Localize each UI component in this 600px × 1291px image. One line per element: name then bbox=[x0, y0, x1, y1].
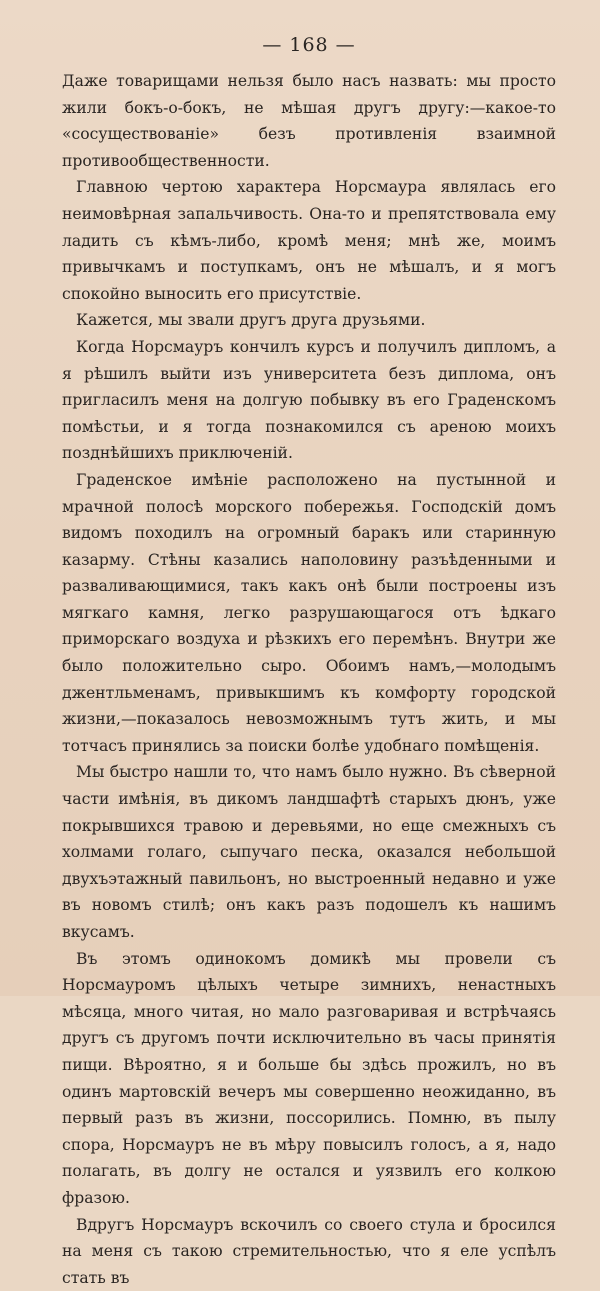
paragraph-2: Главною чертою характера Норсмаура являлась его неимовѣрная запальчивость. Она-то и препятствовала ему ладить съ кѣмъ-либо, кромѣ меня; мнѣ же, моимъ привычкамъ и поступкамъ, онъ не мѣшалъ, и я могъ спокойно выносить его присутствіе. bbox=[62, 178, 556, 303]
paragraph-6: Мы быстро нашли то, что намъ было нужно. Въ сѣверной части имѣнія, въ дикомъ ландшафтѣ старыхъ дюнъ, уже покрывшихся травою и деревьями, но еще смежныхъ съ холмами голаго, сыпучаго песка, оказался небольшой двухъэтажный павильонъ, но выстроенный недавно и уже въ новомъ стилѣ; онъ какъ разъ подошелъ къ нашимъ вкусамъ. bbox=[62, 763, 556, 941]
paragraph-4: Когда Норсмауръ кончилъ курсъ и получилъ дипломъ, а я рѣшилъ выйти изъ университета безъ диплома, онъ пригласилъ меня на долгую побывку въ его Граденскомъ помѣстьи, и я тогда познакомился съ ареною моихъ позднѣйшихъ приключеній. bbox=[62, 337, 556, 463]
paragraph-5: Граденское имѣніе расположено на пустынной и мрачной полосѣ морского побережья. Господскій домъ видомъ походилъ на огромный баракъ или старинную казарму. Стѣны казались наполовину разъѣденными и разваливающимися, такъ какъ онѣ были построены изъ мягкаго камня, легко разрушающагося отъ ѣдкаго приморскаго воздуха и рѣзкихъ его перемѣнъ. Внутри же было положительно сыро. Обоимъ намъ,—молодымъ джентльменамъ, привыкшимъ къ комфорту городской жизни,—показалось невозможнымъ тутъ жить, и мы тотчасъ принялись за поиски болѣе удобнаго помѣщенія. bbox=[62, 470, 556, 755]
paragraph-3: Кажется, мы звали другъ друга друзьями. bbox=[76, 311, 426, 330]
page-text bbox=[62, 68, 556, 1291]
paragraph-1: Даже товарищами нельзя было насъ назвать: мы просто жили бокъ-о-бокъ, не мѣшая другъ другу:—какое-то «сосуществованіе» безъ противленія взаимной противообщественности. bbox=[62, 72, 556, 170]
paragraph-7: Въ этомъ одинокомъ домикѣ мы провели съ Норсмауромъ цѣлыхъ четыре зимнихъ, ненастныхъ мѣсяца, много читая, но мало разговаривая и встрѣчаясь другъ съ другомъ почти исключительно въ часы принятія пищи. Вѣроятно, я и больше бы здѣсь прожилъ, но въ одинъ мартовскій вечеръ мы совершенно неожиданно, въ первый разъ въ жизни, поссорились. Помню, въ пылу спора, Норсмауръ не въ мѣру повысилъ голосъ, а я, надо полагать, въ долгу не остался и уязвилъ его колкою фразою. bbox=[62, 949, 556, 1207]
paragraph-8: Вдругъ Норсмауръ вскочилъ со своего стула и бросился на меня съ такою стремительностью, что я еле успѣлъ стать въ bbox=[62, 1215, 556, 1287]
page-number: — 168 — bbox=[262, 34, 356, 56]
